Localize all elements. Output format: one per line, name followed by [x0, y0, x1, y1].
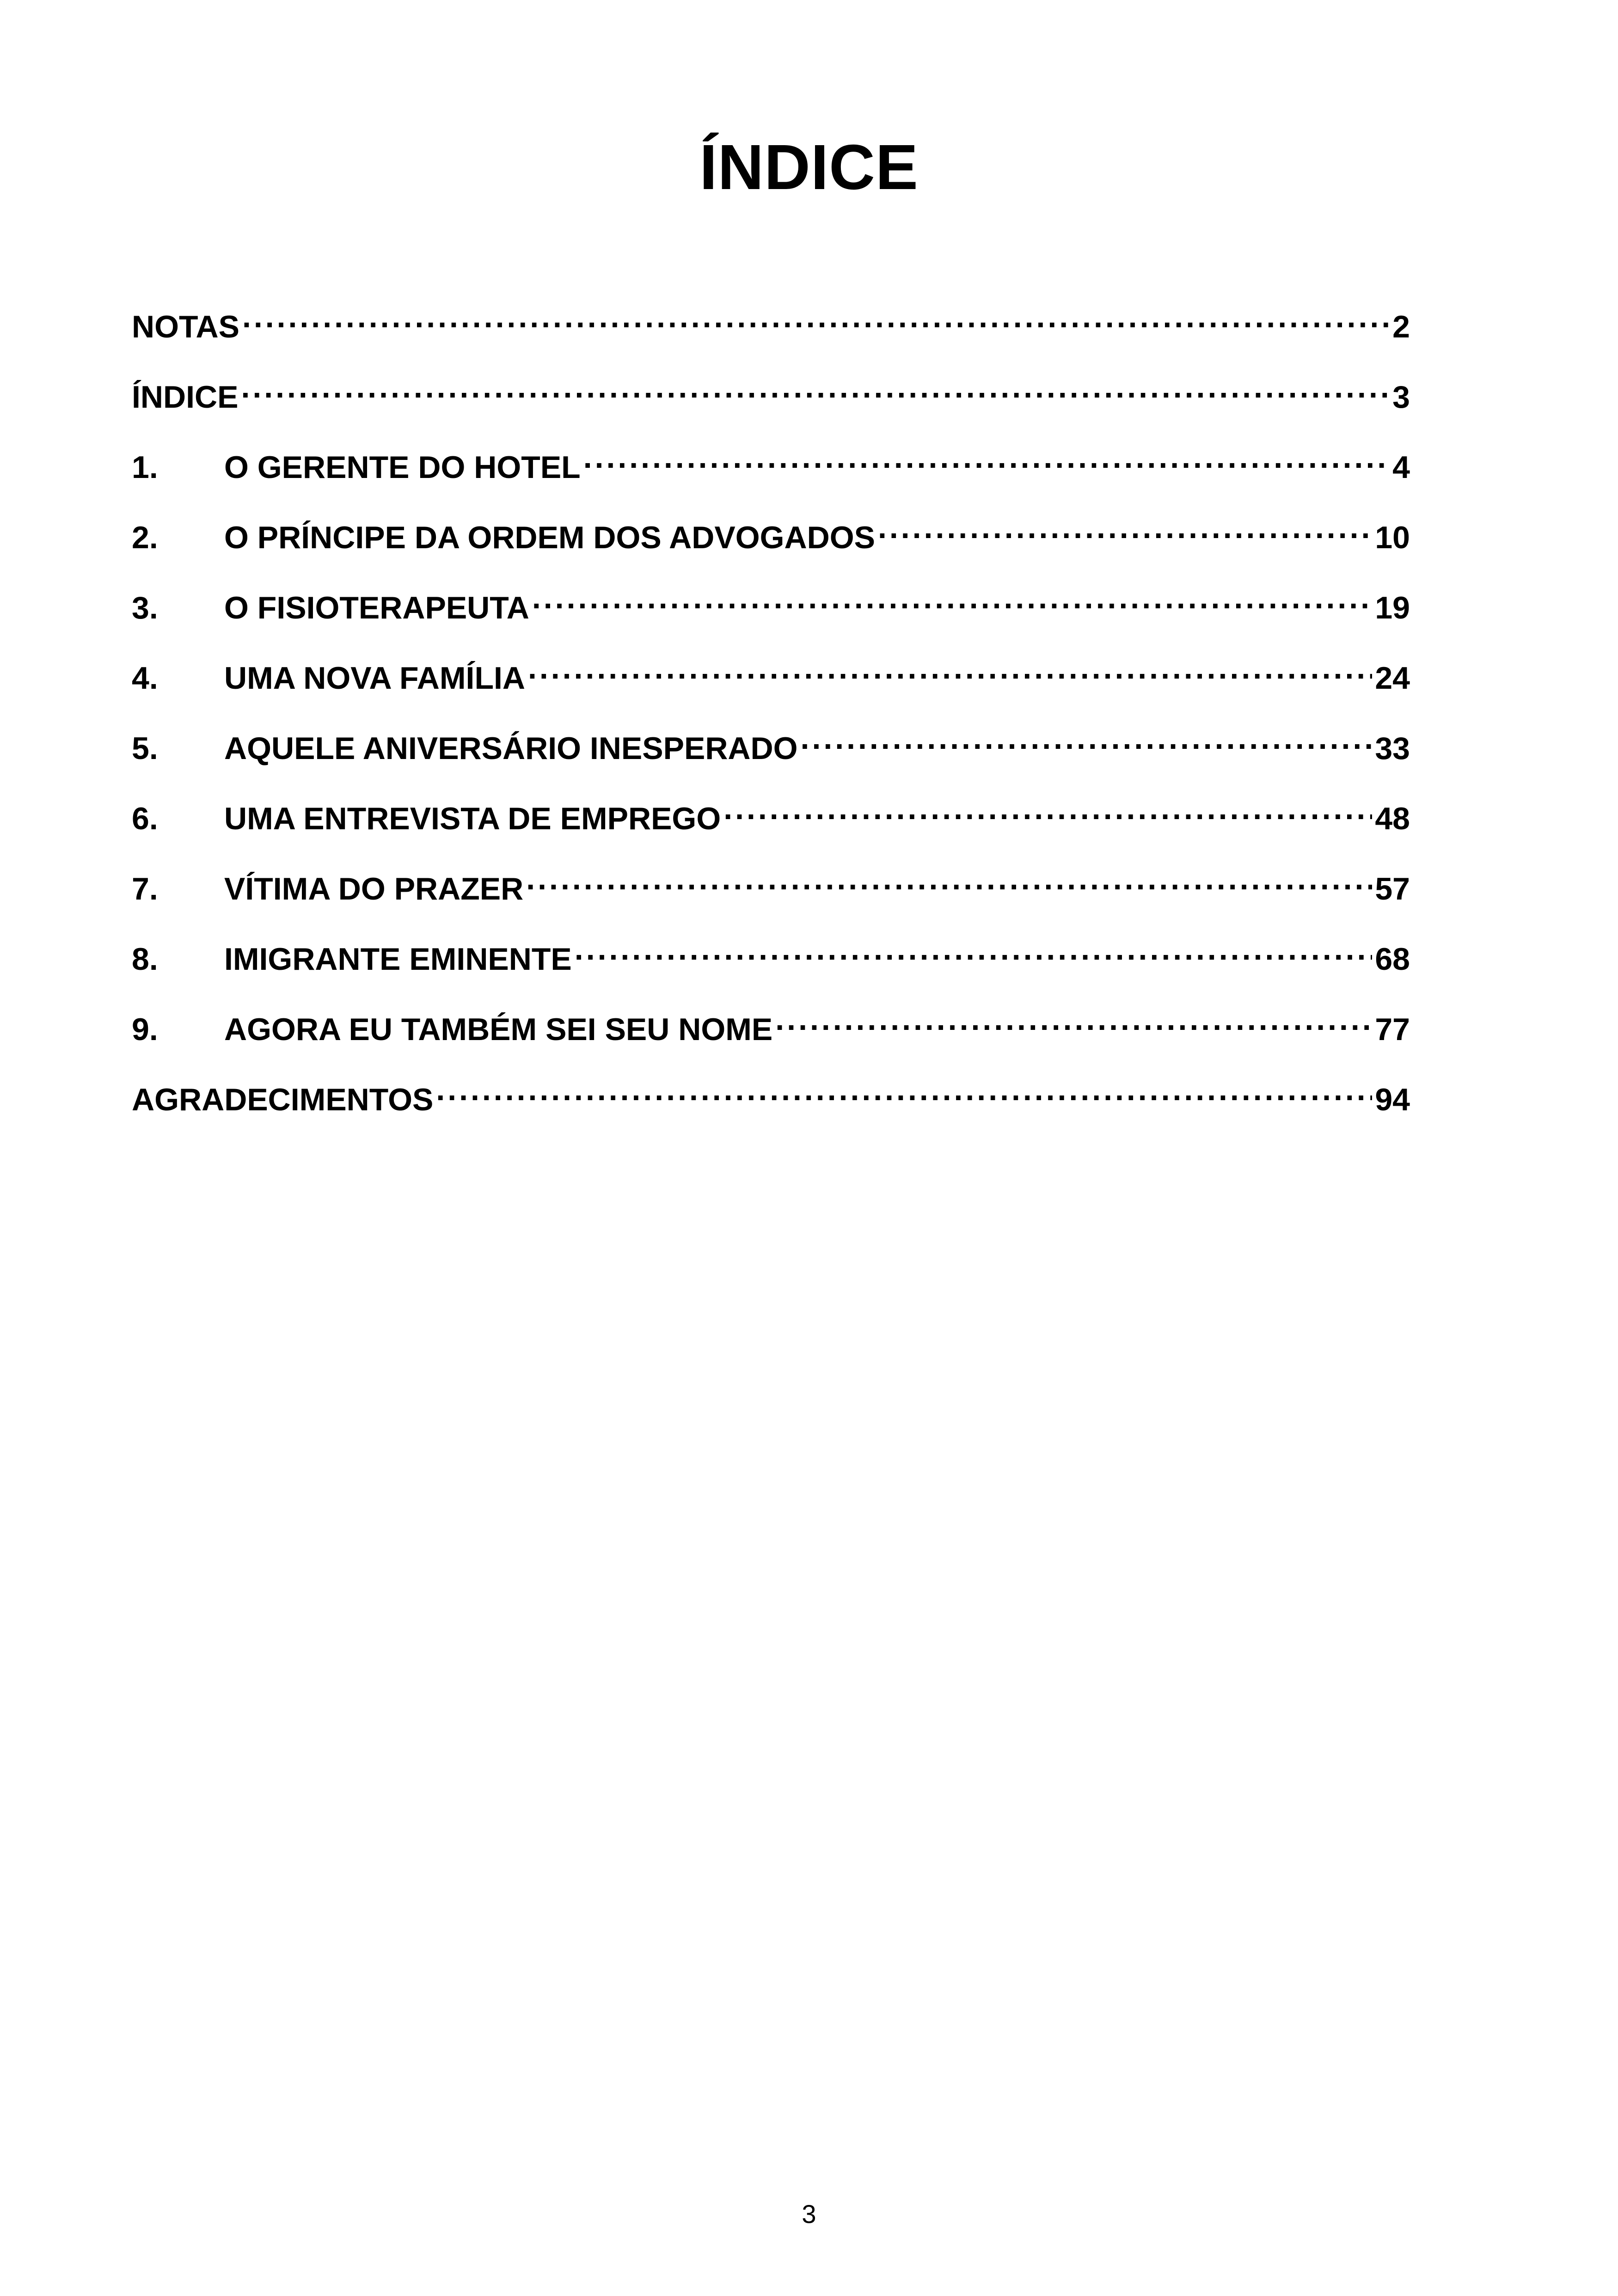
toc-entry-page: 24: [1375, 661, 1410, 696]
toc-dot-leader: [241, 366, 1390, 408]
toc-entry-label: AQUELE ANIVERSÁRIO INESPERADO: [224, 731, 798, 766]
toc-entry-label: IMIGRANTE EMINENTE: [224, 942, 572, 977]
toc-dot-leader: [801, 717, 1373, 759]
toc-dot-leader: [575, 928, 1373, 970]
toc-entry-agradecimentos[interactable]: [132, 1069, 1410, 1139]
toc-entry-page: 3: [1392, 380, 1410, 415]
toc-dot-leader: [242, 296, 1390, 337]
toc-entry-number: 7.: [132, 871, 158, 906]
toc-entry-label: VÍTIMA DO PRAZER: [224, 871, 524, 906]
toc-entry-chapter-9[interactable]: [132, 998, 1410, 1069]
toc-entry-number: 2.: [132, 520, 158, 555]
toc-entry-number: 5.: [132, 731, 158, 766]
toc-entry-page: 48: [1375, 801, 1410, 836]
toc-entry-page: 2: [1392, 309, 1410, 344]
toc-entry-chapter-2[interactable]: [132, 507, 1410, 577]
toc-dot-leader: [528, 647, 1372, 689]
toc-entry-page: 68: [1375, 942, 1410, 977]
toc-entry-page: 19: [1375, 590, 1410, 625]
page-title: ÍNDICE: [699, 132, 919, 203]
toc-entry-page: 77: [1375, 1012, 1410, 1047]
toc-dot-leader: [436, 1069, 1372, 1110]
toc-entry-page: 4: [1392, 450, 1410, 485]
toc-entry-label: NOTAS: [132, 309, 239, 344]
toc-entry-chapter-4[interactable]: [132, 647, 1410, 717]
toc-entry-chapter-8[interactable]: [132, 928, 1410, 998]
toc-entry-number: 6.: [132, 801, 158, 836]
toc-entry-page: 94: [1375, 1082, 1410, 1117]
toc-entry-label: O GERENTE DO HOTEL: [224, 450, 581, 485]
toc-dot-leader: [878, 507, 1372, 548]
toc-entry-number: 4.: [132, 661, 158, 696]
toc-entry-chapter-5[interactable]: [132, 717, 1410, 788]
toc-entry-label: AGRADECIMENTOS: [132, 1082, 434, 1117]
page-number: 3: [802, 2199, 816, 2229]
toc-entry-chapter-1[interactable]: [132, 436, 1410, 507]
toc-dot-leader: [526, 858, 1372, 900]
toc-entry-chapter-7[interactable]: [132, 858, 1410, 928]
toc-dot-leader: [532, 577, 1372, 618]
toc-entry-indice[interactable]: [132, 366, 1410, 436]
toc-entry-page: 10: [1375, 520, 1410, 555]
toc-entry-page: 57: [1375, 871, 1410, 906]
toc-entry-page: 33: [1375, 731, 1410, 766]
toc-entry-label: O PRÍNCIPE DA ORDEM DOS ADVOGADOS: [224, 520, 875, 555]
toc-entry-label: UMA NOVA FAMÍLIA: [224, 661, 525, 696]
toc-entry-notas[interactable]: [132, 296, 1410, 366]
toc-entry-number: 9.: [132, 1012, 158, 1047]
toc-dot-leader: [583, 436, 1390, 478]
toc-entry-chapter-3[interactable]: [132, 577, 1410, 647]
toc-entry-label: AGORA EU TAMBÉM SEI SEU NOME: [224, 1012, 773, 1047]
toc-entry-label: UMA ENTREVISTA DE EMPREGO: [224, 801, 721, 836]
toc-entry-number: 8.: [132, 942, 158, 977]
toc-entry-chapter-6[interactable]: [132, 788, 1410, 858]
toc-dot-leader: [723, 788, 1372, 829]
toc-dot-leader: [775, 998, 1372, 1040]
toc-entry-number: 3.: [132, 590, 158, 625]
toc-entry-label: ÍNDICE: [132, 380, 239, 415]
toc-entry-label: O FISIOTERAPEUTA: [224, 590, 529, 625]
toc-entry-number: 1.: [132, 450, 158, 485]
table-of-contents: [132, 296, 1410, 1139]
